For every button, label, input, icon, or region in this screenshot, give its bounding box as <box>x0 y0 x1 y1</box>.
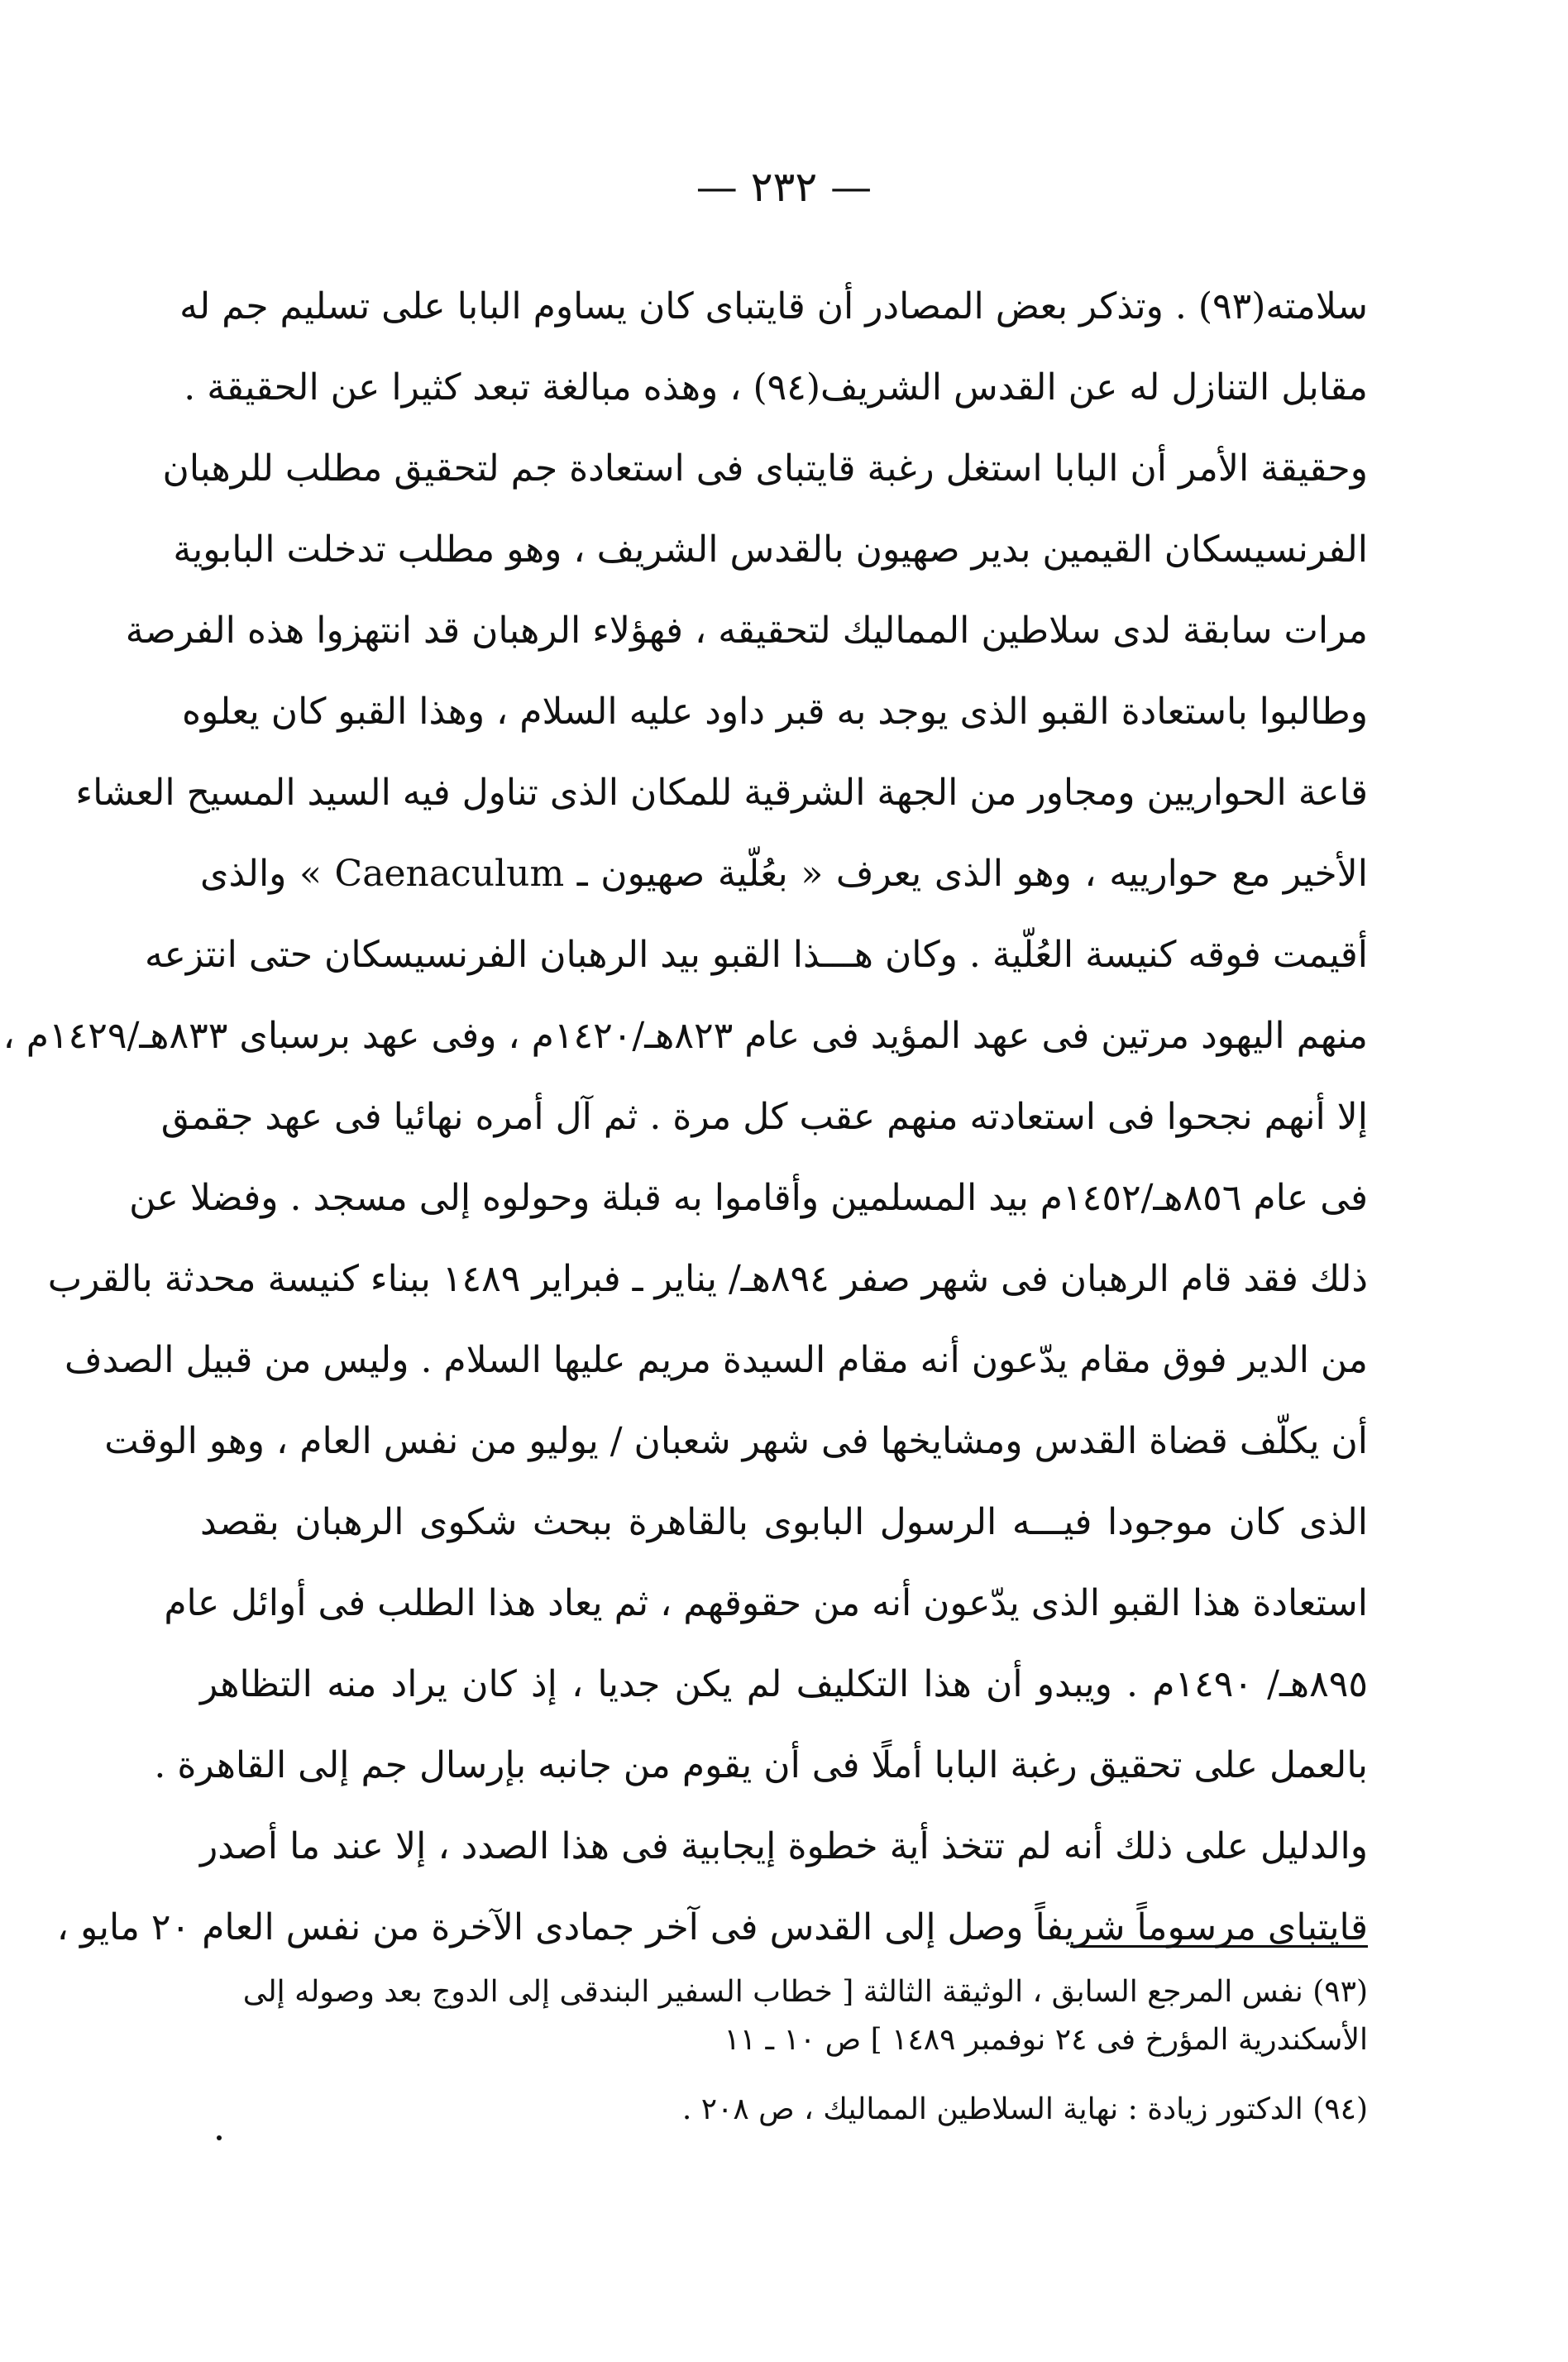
body-line: منهم اليهود مرتين فى عهد المؤيد فى عام ٨٢٣هـ/١٤٢٠م ، وفى عهد برسباى ٨٣٣هـ/١٤٢٩م ، <box>2 1015 1368 1057</box>
body-line: قاعة الحواريين ومجاور من الجهة الشرقية للمكان الذى تناول فيه السيد المسيح العشاء <box>75 772 1368 814</box>
body-line: وحقيقة الأمر أن البابا استغل رغبة قايتباى فى استعادة جم لتحقيق مطلب للرهبان <box>162 447 1368 490</box>
footnote-separator <box>1070 1945 1368 1948</box>
footnote-gap <box>200 2064 1368 2086</box>
body-line: ٨٩٥هـ/ ١٤٩٠م . ويبدو أن هذا التكليف لم يكن جديا ، إذ كان يراد منه التظاهر <box>200 1663 1368 1705</box>
body-line: سلامته(٩٣) . وتذكر بعض المصادر أن قايتباى كان يساوم البابا على تسليم جم له <box>179 285 1368 328</box>
body-line: مقابل التنازل له عن القدس الشريف(٩٤) ، وهذه مبالغة تبعد كثيرا عن الحقيقة . <box>184 366 1368 409</box>
body-line: بالعمل على تحقيق رغبة البابا أملًا فى أن يقوم من جانبه بإرسال جم إلى القاهرة . <box>154 1744 1368 1786</box>
body-text <box>2 266 1368 1968</box>
body-line: وطالبوا باستعادة القبو الذى يوجد به قبر داود عليه السلام ، وهذا القبو كان يعلوه <box>181 691 1368 733</box>
scan-speck <box>217 2135 222 2140</box>
body-line: ذلك فقد قام الرهبان فى شهر صفر ٨٩٤هـ/ يناير ـ فبراير ١٤٨٩ ببناء كنيسة محدثة بالقرب <box>47 1258 1368 1300</box>
footnote-94-line: (٩٤) الدكتور زيادة : نهاية السلاطين المماليك ، ص ٢٠٨ . <box>681 2092 1368 2126</box>
footnote-93-line: الأسكندرية المؤرخ فى ٢٤ نوفمبر ١٤٨٩ ] ص ١٠ ـ ١١ <box>724 2023 1368 2057</box>
body-line: والدليل على ذلك أنه لم تتخذ أية خطوة إيجابية فى هذا الصدد ، إلا عند ما أصدر <box>200 1825 1368 1867</box>
body-line: مرات سابقة لدى سلاطين المماليك لتحقيقه ، فهؤلاء الرهبان قد انتهزوا هذه الفرصة <box>125 610 1368 652</box>
footnote-93-line: (٩٣) نفس المرجع السابق ، الوثيقة الثالثة [ خطاب السفير البندقى إلى الدوج بعد وصوله إلى <box>242 1975 1368 2009</box>
page-number: — ٢٣٢ — <box>696 163 872 211</box>
body-line: أن يكلّف قضاة القدس ومشايخها فى شهر شعبان / يوليو من نفس العام ، وهو الوقت <box>104 1420 1368 1462</box>
body-line: الأخير مع حوارييه ، وهو الذى يعرف « بعُلّية صهيون ـ Caenaculum » والذى <box>200 853 1368 895</box>
body-line: من الدير فوق مقام يدّعون أنه مقام السيدة مريم عليها السلام . وليس من قبيل الصدف <box>65 1339 1368 1381</box>
body-line: أقيمت فوقه كنيسة العُلّية . وكان هـــذا القبو بيد الرهبان الفرنسيسكان حتى انتزعه <box>145 934 1368 976</box>
body-line: الذى كان موجودا فيـــه الرسول البابوى بالقاهرة ببحث شكوى الرهبان بقصد <box>200 1501 1368 1543</box>
body-line: فى عام ٨٥٦هـ/١٤٥٢م بيد المسلمين وأقاموا به قبلة وحولوه إلى مسجد . وفضلا عن <box>129 1177 1368 1219</box>
body-line: قايتباى مرسوماً شريفاً وصل إلى القدس فى آخر جمادى الآخرة من نفس العام ٢٠ مايو ، <box>56 1906 1368 1948</box>
footnotes <box>200 1968 1368 2134</box>
body-line: استعادة هذا القبو الذى يدّعون أنه من حقوقهم ، ثم يعاد هذا الطلب فى أوائل عام <box>164 1582 1368 1624</box>
body-line: الفرنسيسكان القيمين بدير صهيون بالقدس الشريف ، وهو مطلب تدخلت البابوية <box>173 528 1368 571</box>
body-line: إلا أنهم نجحوا فى استعادته منهم عقب كل مرة . ثم آل أمره نهائيا فى عهد جقمق <box>160 1096 1368 1138</box>
